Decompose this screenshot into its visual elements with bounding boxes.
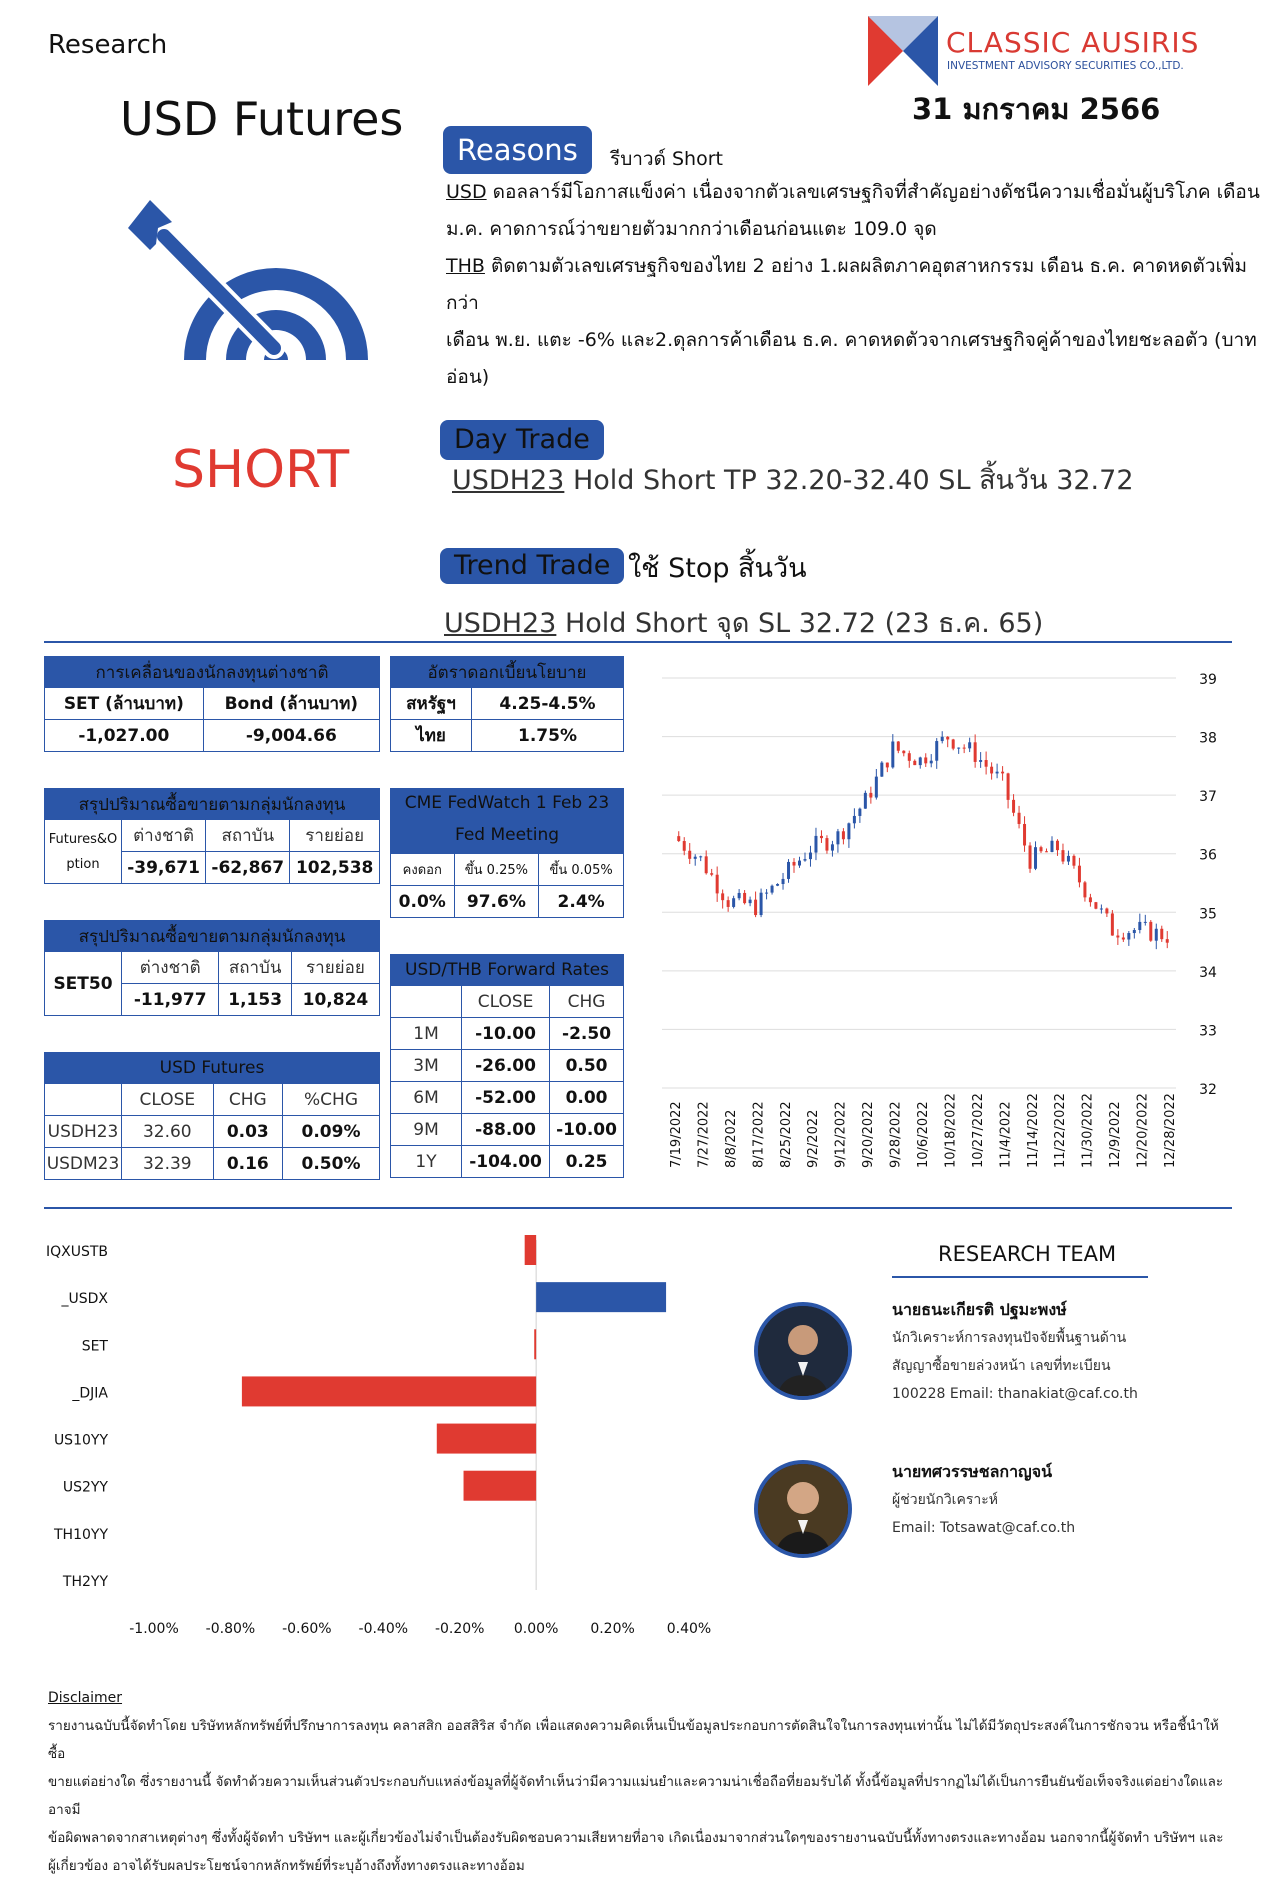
person-icon [758,1306,848,1396]
table-header: รายย่อย [290,820,380,852]
table-row [45,1116,380,1148]
candle-body [793,862,796,866]
candle-body [754,900,757,915]
table-header: CHG [213,1084,282,1116]
x-tick-label: 8/17/2022 [751,1101,767,1168]
disclaimer-line: ขายแต่อย่างใด ซึ่งรายงานนี้ จัดทำด้วยความเห็นส่วนตัวประกอบกับแหล่งข้อมูลที่ผู้จัดทำเห็นว่ามีความแม่นยำและความน่าเชื่อถือที่ยอมรับได้ ทั้งนี้ข้อมูลที่ปรากฏไม่ได้เป็นการยืนยันข้อเท็จจริงแต่อย่างใดและอาจมี [48,1774,1224,1818]
analyst-name: นายธนะเกียรติ ปฐมะพงษ์ [892,1300,1067,1319]
table-header: CLOSE [122,1084,214,1116]
candle-body [957,748,960,749]
x-tick-label: -0.60% [282,1621,332,1637]
x-tick-label: 11/30/2022 [1080,1093,1096,1168]
x-tick-label: -0.40% [358,1621,409,1637]
divider [44,641,1232,643]
candle-body [699,856,702,857]
candle-body [1007,773,1010,799]
trend-trade-text [444,601,1043,644]
table-cell: 32.60 [122,1116,214,1148]
candle-body [688,851,691,859]
candle-body [1050,841,1053,852]
thb-reason-line: อ่อน) [446,366,490,388]
candle-body [1111,913,1114,935]
table-header [391,986,462,1018]
row-label [45,820,122,884]
table-cell: -104.00 [462,1146,550,1178]
candle-body [996,772,999,774]
table-cell: 0.50 [550,1050,624,1082]
candle-body [705,856,708,873]
trend-trade-detail: Hold Short จุด SL 32.72 (23 ธ.ค. 65) [556,608,1044,639]
trend-trade-symbol: USDH23 [444,608,557,639]
bar [536,1282,666,1312]
market-change-bar-chart [44,1228,724,1658]
x-tick-label: 7/27/2022 [696,1101,712,1168]
bar [534,1329,536,1359]
table-title: USD/THB Forward Rates [391,955,624,986]
disclaimer-text [48,1712,1228,1880]
table-row [391,1146,624,1178]
table-cell: 9M [391,1114,462,1146]
assistant-name: นายทศวรรษชลกาญจน์ [892,1462,1052,1481]
candle-body [809,853,812,860]
category-label: _USDX [61,1291,108,1308]
row-label-line: ption [66,856,100,872]
candle-body [820,836,823,838]
table-title: USD Futures [45,1053,380,1084]
table-title: การเคลื่อนของนักลงทุนต่างชาติ [45,657,380,688]
disclaimer-line: ข้อผิดพลาดจากสาเหตุต่างๆ ซึ่งทั้งผู้จัดทำ บริษัทฯ และผู้เกี่ยวข้องไม่จำเป็นต้องรับผิดชอบความเสียหายที่อาจ เกิดเนื่องมาจากส่วนใดๆของรายงานฉบับนี้ทั้งทางตรงและทางอ้อม นอกจากนี้ผู้จัดทำ บริษัทฯ และ [48,1830,1224,1846]
x-tick-label: 11/4/2022 [998,1101,1014,1168]
candle-body [946,737,949,740]
x-tick-label: 9/20/2022 [861,1101,877,1168]
row-label: SET50 [45,952,122,1016]
assistant-contact: Email: Totsawat@caf.co.th [892,1520,1076,1536]
candle-body [919,757,922,765]
table-header: Bond (ล้านบาท) [203,688,379,720]
reasons-note: รีบาวด์ Short [610,148,723,170]
table-cell: -10.00 [550,1114,624,1146]
divider [892,1276,1148,1278]
table-row [391,1114,624,1146]
candle-body [825,838,828,850]
table-cell: -10.00 [462,1018,550,1050]
y-tick-label: 38 [1199,730,1217,747]
category-label: TH2YY [62,1574,108,1590]
x-tick-label: 11/14/2022 [1025,1093,1041,1168]
candle-body [683,841,686,851]
disclaimer-line: ผู้เกี่ยวข้อง อาจได้รับผลประโยชน์จากหลักทรัพย์ที่ระบุอ้างถึงทั้งทางตรงและทางอ้อม [48,1858,525,1874]
table-cell: -11,977 [122,984,219,1016]
day-trade-symbol: USDH23 [452,465,565,496]
category-label: US2YY [62,1479,108,1496]
analyst-contact: 100228 Email: thanakiat@caf.co.th [892,1386,1138,1402]
section-label: Research [48,30,168,60]
avatar [754,1302,852,1400]
candle-body [897,742,900,751]
candle-body [913,761,916,765]
usd-futures-table [44,1052,380,1180]
table-cell: 102,538 [290,852,380,884]
candle-body [1040,847,1043,851]
futures-flow-table [44,788,380,884]
candle-body [974,742,977,762]
fedwatch-subtitle: Fed Meeting [454,825,560,845]
table-cell: ไทย [391,720,472,752]
thb-tag: THB [446,255,485,277]
x-tick-label: 12/20/2022 [1135,1093,1151,1168]
candle-body [1045,851,1048,852]
candle-body [869,793,872,798]
brand-name: CLASSIC AUSIRIS [946,26,1200,59]
table-cell: -9,004.66 [203,720,379,752]
x-tick-label: 0.00% [513,1621,559,1637]
table-header: คงดอก [391,854,455,886]
table-cell: 10,824 [291,984,379,1016]
table-title: อัตราดอกเบี้ยนโยบาย [391,657,624,688]
table-header: ขึ้น 0.05% [539,854,624,886]
candle-body [1100,909,1103,910]
candle-body [1127,933,1130,939]
company-logo-icon [868,16,938,86]
table-header: ขึ้น 0.25% [454,854,539,886]
brand-subtitle: INVESTMENT ADVISORY SECURITIES CO.,LTD. [947,60,1184,72]
team-title: RESEARCH TEAM [938,1242,1117,1266]
divider [44,1207,1232,1209]
usd-reason-line: ม.ค. คาดการณ์ว่าขยายตัวมากกว่าเดือนก่อนแตะ 109.0 จุด [446,218,937,240]
foreign-flow-table [44,656,380,752]
usdthb-candlestick-chart [656,668,1236,1188]
policy-rate-table [390,656,624,752]
candle-body [1001,772,1004,774]
bar [437,1424,536,1454]
candle-body [765,893,768,894]
table-cell: 0.00 [550,1082,624,1114]
candle-body [1133,930,1136,933]
candle-body [1138,922,1141,930]
x-tick-label: -1.00% [129,1621,179,1637]
x-tick-label: 0.40% [666,1621,712,1637]
candle-body [1023,824,1026,846]
assistant-role: ผู้ช่วยนักวิเคราะห์ [892,1492,998,1508]
candle-body [727,900,730,907]
reasons-label: Reasons [443,126,592,174]
trend-trade-note: ใช้ Stop สิ้นวัน [628,553,807,584]
x-tick-label: 10/27/2022 [970,1093,986,1168]
forward-rates-table [390,954,624,1178]
trend-trade-label: Trend Trade [440,548,624,584]
x-tick-label: 0.20% [590,1621,635,1637]
candle-body [979,760,982,762]
table-cell: 32.39 [122,1148,214,1180]
table-cell: 6M [391,1082,462,1114]
candle-body [1034,847,1037,869]
x-tick-label: 9/12/2022 [833,1101,849,1168]
category-label: IQXUSTB [45,1244,108,1260]
x-tick-label: 12/9/2022 [1108,1101,1124,1168]
usd-tag: USD [446,181,487,203]
analyst-role: นักวิเคราะห์การลงทุนปัจจัยพื้นฐานด้าน [892,1330,1127,1346]
table-cell: 0.0% [391,886,455,918]
candle-body [803,859,806,860]
table-row [45,1148,380,1180]
candle-body [814,836,817,853]
x-tick-label: 9/28/2022 [888,1101,904,1168]
candle-body [760,893,763,915]
candle-body [677,836,680,841]
candle-body [1078,866,1081,883]
table-cell: -2.50 [550,1018,624,1050]
table-row [391,1018,624,1050]
disclaimer-line: รายงานฉบับนี้จัดทำโดย บริษัทหลักทรัพย์ที่ปรึกษาการลงทุน คลาสสิก ออสสิริส จำกัด เพื่อแสดงความคิดเห็นเป็นข้อมูลประกอบการตัดสินใจในการลงทุนเท่านั้น ไม่ได้มีวัตถุประสงค์ในการชักจวน หรือชี้นำให้ซื้อ [48,1718,1219,1762]
table-cell: 0.09% [283,1116,380,1148]
candle-body [1105,909,1108,914]
candle-body [858,809,861,816]
category-label: US10YY [53,1432,108,1449]
table-title: สรุปปริมาณซื้อขายตามกลุ่มนักลงทุน [45,921,380,952]
table-cell: 97.6% [454,886,539,918]
avatar [754,1460,852,1558]
x-tick-label: 8/25/2022 [778,1101,794,1168]
candle-body [1089,897,1092,902]
y-tick-label: 36 [1199,847,1217,864]
candle-body [776,884,779,886]
y-tick-label: 32 [1199,1082,1217,1098]
table-cell: 0.25 [550,1146,624,1178]
fedwatch-table [390,788,624,918]
candle-body [842,831,845,839]
table-cell: -88.00 [462,1114,550,1146]
candle-body [771,886,774,893]
candle-body [1072,856,1075,866]
candle-body [1116,936,1119,938]
x-tick-label: 7/19/2022 [669,1101,684,1168]
y-tick-label: 39 [1199,672,1217,688]
person-icon [758,1464,848,1554]
table-title [391,789,624,854]
candle-body [738,893,741,898]
table-title: สรุปปริมาณซื้อขายตามกลุ่มนักลงทุน [45,789,380,820]
candle-body [875,777,878,798]
candle-body [1012,800,1015,813]
page-title: USD Futures [120,92,404,146]
table-cell: USDM23 [45,1148,122,1180]
candle-body [1155,929,1158,941]
analyst-role: สัญญาซื้อขายล่วงหน้า เลขที่ทะเบียน [892,1358,1111,1374]
table-header [45,1084,122,1116]
table-cell: 1Y [391,1146,462,1178]
table-cell: 0.16 [213,1148,282,1180]
category-label: SET [81,1338,108,1355]
candle-body [1061,850,1064,861]
candle-body [836,831,839,844]
x-tick-label: 10/6/2022 [916,1101,931,1168]
usd-reason-line: ดอลลาร์มีโอกาสแข็งค่า เนื่องจากตัวเลขเศรษฐกิจที่สำคัญอย่างดัชนีความเชื่อมั่นผู้บริโภค เดือน [486,181,1260,203]
x-tick-label: 10/18/2022 [943,1093,959,1168]
candle-body [743,893,746,903]
candle-body [880,763,883,777]
table-header: ต่างชาติ [122,952,219,984]
candle-body [1149,922,1152,941]
assistant-details [892,1486,1075,1542]
day-trade-detail: Hold Short TP 32.20-32.40 SL สิ้นวัน 32.72 [564,465,1134,496]
table-header: CHG [550,986,624,1018]
table-cell: 1,153 [219,984,291,1016]
candle-body [902,751,905,753]
candle-body [908,753,911,761]
candle-body [798,861,801,866]
candle-body [1166,939,1169,943]
table-cell: USDH23 [45,1116,122,1148]
x-tick-label: -0.20% [434,1621,485,1637]
table-cell: สหรัฐฯ [391,688,472,720]
x-tick-label: 9/2/2022 [806,1109,822,1168]
candle-body [831,844,834,850]
candle-body [990,767,993,774]
bar [242,1376,536,1406]
table-cell: 1M [391,1018,462,1050]
table-row [391,1050,624,1082]
day-trade-text [452,458,1134,501]
candle-body [694,857,697,859]
trade-signal: SHORT [172,440,350,500]
fedwatch-title: CME FedWatch 1 Feb 23 [404,793,610,813]
y-tick-label: 35 [1199,906,1217,923]
y-tick-label: 34 [1199,964,1217,981]
candle-body [985,760,988,767]
table-cell: -26.00 [462,1050,550,1082]
candle-body [1056,841,1059,850]
usd-reason [446,174,1272,396]
disclaimer-title: Disclaimer [48,1690,123,1706]
candle-body [847,823,850,839]
table-header: สถาบัน [206,820,290,852]
table-cell: -1,027.00 [45,720,204,752]
candle-body [1122,937,1125,939]
table-cell: -39,671 [122,852,206,884]
x-tick-label: 12/28/2022 [1163,1093,1178,1168]
candle-body [732,898,735,907]
table-header: SET (ล้านบาท) [45,688,204,720]
candle-body [710,873,713,875]
target-dart-icon [128,200,376,360]
candle-body [941,737,944,741]
candle-body [952,739,955,748]
candle-body [886,763,889,768]
candle-body [1094,902,1097,909]
table-cell: 0.50% [283,1148,380,1180]
table-header: ต่างชาติ [122,820,206,852]
x-tick-label: -0.80% [205,1621,256,1637]
candle-body [1018,813,1021,824]
candle-body [787,862,790,879]
x-tick-label: 11/22/2022 [1053,1093,1069,1168]
category-label: TH10YY [54,1526,108,1543]
candle-body [721,893,724,900]
candle-body [1144,922,1147,923]
candle-body [749,900,752,903]
candle-body [963,748,966,749]
candle-body [1029,845,1032,868]
day-trade-label: Day Trade [440,420,604,460]
candle-body [891,742,894,768]
x-tick-label: 8/8/2022 [723,1109,739,1168]
row-label-line: Futures&O [48,831,118,847]
table-header: CLOSE [462,986,550,1018]
thb-reason-line: ติดตามตัวเลขเศรษฐกิจของไทย 2 อย่าง 1.ผลผลิตภาคอุตสาหกรรม เดือน ธ.ค. คาดหดตัวเพิ่มกว่า [446,255,1248,314]
bar [464,1471,537,1501]
candle-body [968,742,971,748]
table-header: %CHG [283,1084,380,1116]
candle-body [1067,856,1070,862]
table-cell: 1.75% [472,720,624,752]
candle-body [930,761,933,764]
analyst-details [892,1324,1138,1408]
candle-body [716,875,719,894]
y-tick-label: 33 [1199,1023,1217,1040]
table-cell: 2.4% [539,886,624,918]
candle-body [935,741,938,761]
candle-body [782,879,785,884]
table-cell: -52.00 [462,1082,550,1114]
candle-body [924,757,927,763]
set50-flow-table [44,920,380,1016]
table-header: รายย่อย [291,952,379,984]
bar [525,1235,536,1265]
category-label: _DJIA [72,1385,108,1402]
thb-reason-line: เดือน พ.ย. แตะ -6% และ2.ดุลการค้าเดือน ธ.ค. คาดหดตัวจากเศรษฐกิจคู่ค้าของไทยชะลอตัว (บาท [446,329,1257,351]
table-cell: 4.25-4.5% [472,688,624,720]
table-cell: -62,867 [206,852,290,884]
report-date: 31 มกราคม 2566 [912,92,1161,126]
table-header: สถาบัน [219,952,291,984]
candle-body [1083,882,1086,897]
table-row [391,1082,624,1114]
candle-body [1160,929,1163,939]
candle-body [853,816,856,823]
y-tick-label: 37 [1199,789,1217,806]
table-cell: 0.03 [213,1116,282,1148]
candle-body [864,793,867,809]
table-cell: 3M [391,1050,462,1082]
